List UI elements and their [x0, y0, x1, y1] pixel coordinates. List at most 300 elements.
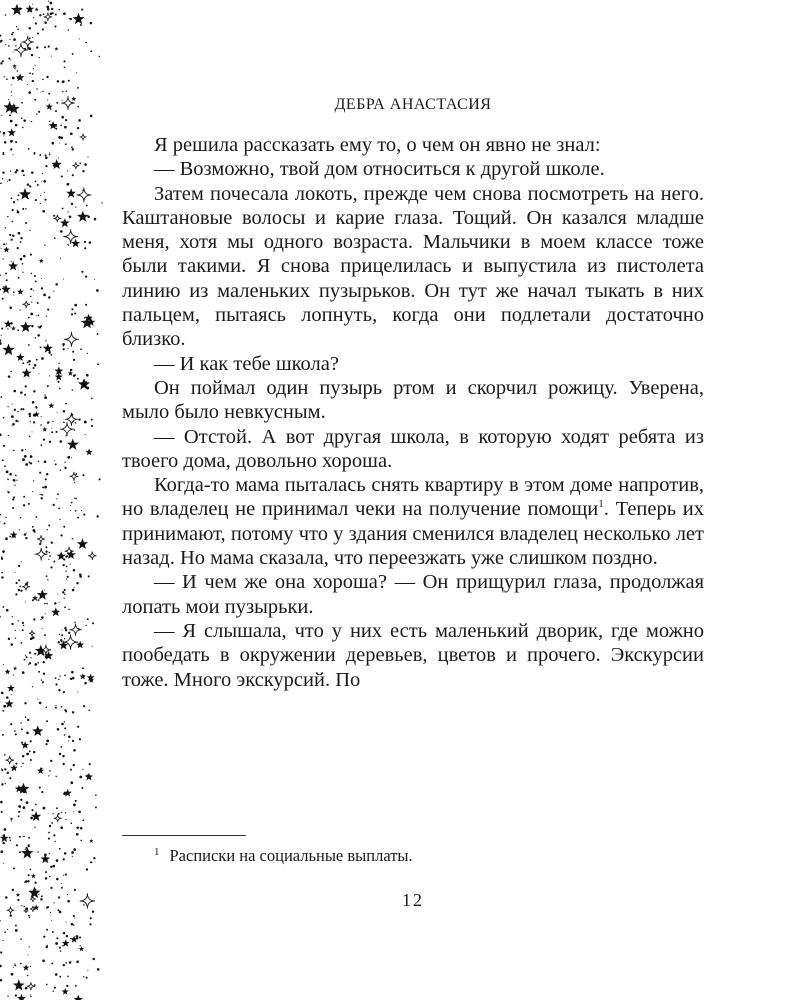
- speckle-dot: [68, 632, 70, 634]
- speckle-dot: [15, 171, 17, 173]
- speckle-dot: [55, 110, 57, 112]
- speckle-dot: [12, 235, 14, 237]
- star-icon: [1, 284, 11, 293]
- speckle-dot: [32, 526, 34, 528]
- speckle-dot: [6, 78, 8, 80]
- speckle-dot: [56, 102, 58, 104]
- speckle-dot: [0, 274, 1, 276]
- speckle-dot: [14, 68, 15, 69]
- speckle-dot: [44, 590, 45, 591]
- speckle-dot: [60, 950, 62, 952]
- speckle-dot: [93, 857, 95, 859]
- speckle-dot: [26, 533, 27, 534]
- star-icon: [81, 317, 93, 329]
- speckle-dot: [24, 394, 26, 396]
- speckle-dot: [45, 156, 48, 159]
- speckle-dot: [13, 390, 16, 393]
- speckle-dot: [3, 705, 6, 708]
- speckle-dot: [36, 359, 38, 361]
- speckle-dot: [36, 46, 38, 48]
- speckle-dot: [9, 114, 11, 116]
- speckle-dot: [81, 787, 83, 789]
- speckle-dot: [54, 25, 56, 27]
- speckle-dot: [23, 408, 25, 410]
- speckle-dot: [21, 102, 23, 104]
- speckle-dot: [11, 239, 13, 241]
- speckle-dot: [92, 646, 93, 647]
- speckle-dot: [73, 569, 76, 572]
- speckle-dot: [22, 272, 23, 273]
- speckle-dot: [70, 781, 73, 784]
- speckle-dot: [34, 99, 36, 101]
- speckle-dot: [60, 534, 62, 536]
- speckle-dot: [86, 42, 87, 43]
- speckle-dot: [90, 917, 92, 919]
- star-icon: [76, 826, 80, 830]
- speckle-dot: [64, 467, 66, 469]
- speckle-dot: [63, 964, 65, 966]
- star-icon: [71, 96, 76, 101]
- speckle-dot: [68, 29, 70, 31]
- speckle-dot: [35, 407, 37, 409]
- speckle-dot: [0, 979, 2, 982]
- speckle-dot: [10, 840, 12, 842]
- speckle-dot: [3, 135, 4, 136]
- star-icon: [80, 673, 86, 679]
- speckle-dot: [15, 141, 17, 143]
- speckle-dot: [24, 455, 27, 458]
- speckle-dot: [63, 858, 65, 860]
- speckle-dot: [1, 768, 2, 769]
- speckle-dot: [70, 132, 73, 135]
- speckle-dot: [21, 561, 22, 562]
- speckle-dot: [2, 710, 4, 712]
- speckle-dot: [44, 634, 46, 636]
- speckle-dot: [2, 60, 4, 62]
- speckle-dot: [11, 643, 14, 646]
- speckle-dot: [23, 806, 26, 809]
- speckle-dot: [32, 37, 33, 38]
- speckle-dot: [77, 106, 79, 108]
- speckle-dot: [27, 361, 29, 363]
- speckle-dot: [59, 519, 60, 520]
- speckle-dot: [19, 836, 21, 838]
- speckle-dot: [31, 325, 33, 327]
- speckle-dot: [8, 58, 10, 60]
- speckle-dot: [7, 328, 8, 329]
- sparkle-icon: [27, 982, 35, 990]
- speckle-dot: [86, 205, 88, 207]
- speckle-dot: [32, 491, 33, 492]
- speckle-dot: [60, 440, 63, 443]
- speckle-dot: [6, 696, 9, 699]
- speckle-dot: [62, 80, 64, 82]
- star-icon: [7, 128, 16, 136]
- speckle-dot: [18, 194, 20, 196]
- speckle-dot: [75, 800, 77, 802]
- speckle-dot: [0, 951, 2, 953]
- speckle-dot: [72, 148, 74, 150]
- speckle-dot: [39, 702, 42, 705]
- speckle-dot: [45, 743, 47, 745]
- speckle-dot: [19, 529, 20, 530]
- speckle-dot: [87, 970, 88, 971]
- speckle-dot: [63, 932, 66, 935]
- speckle-dot: [62, 100, 63, 101]
- speckle-dot: [20, 517, 21, 518]
- speckle-dot: [64, 589, 66, 591]
- speckle-dot: [29, 750, 31, 752]
- speckle-dot: [25, 385, 27, 387]
- speckle-dot: [11, 820, 12, 821]
- star-icon: [20, 321, 32, 332]
- speckle-dot: [74, 313, 76, 315]
- speckle-dot: [9, 39, 10, 40]
- speckle-dot: [74, 587, 75, 588]
- speckle-dot: [7, 479, 9, 481]
- speckle-dot: [44, 46, 46, 48]
- speckle-dot: [73, 848, 76, 851]
- sparkle-icon: [22, 36, 34, 48]
- speckle-dot: [39, 543, 41, 545]
- speckle-dot: [3, 76, 4, 77]
- speckle-dot: [7, 216, 8, 217]
- speckle-dot: [0, 850, 3, 853]
- speckle-dot: [12, 404, 13, 405]
- sparkle-icon: [80, 134, 87, 141]
- speckle-dot: [0, 35, 1, 37]
- speckle-dot: [30, 637, 33, 640]
- speckle-dot: [87, 618, 89, 620]
- speckle-dot: [13, 38, 16, 41]
- speckle-dot: [37, 851, 39, 853]
- speckle-dot: [68, 736, 71, 739]
- speckle-dot: [33, 751, 35, 753]
- speckle-dot: [42, 173, 43, 174]
- speckle-dot: [0, 342, 2, 345]
- star-icon: [55, 373, 63, 381]
- speckle-dot: [20, 258, 23, 261]
- star-icon: [86, 448, 93, 455]
- speckle-dot: [70, 769, 72, 771]
- speckle-dot: [65, 812, 66, 813]
- speckle-dot: [52, 813, 53, 814]
- star-border-decoration: [0, 0, 108, 1000]
- speckle-dot: [58, 896, 60, 898]
- speckle-dot: [8, 375, 11, 378]
- speckle-dot: [66, 90, 68, 92]
- speckle-dot: [89, 923, 91, 925]
- speckle-dot: [80, 827, 83, 830]
- star-icon: [12, 64, 16, 68]
- speckle-dot: [30, 254, 32, 256]
- speckle-dot: [50, 912, 51, 913]
- speckle-dot: [5, 14, 7, 16]
- speckle-dot: [74, 498, 75, 499]
- speckle-dot: [64, 462, 65, 463]
- speckle-dot: [46, 946, 48, 948]
- speckle-dot: [2, 734, 4, 736]
- speckle-dot: [6, 279, 8, 281]
- speckle-dot: [63, 410, 66, 413]
- speckle-dot: [52, 931, 54, 933]
- paragraph: Я решила рассказать ему то, о чем он явно не знал:: [154, 134, 601, 156]
- speckle-dot: [29, 230, 30, 231]
- speckle-dot: [59, 602, 60, 603]
- speckle-dot: [22, 458, 25, 461]
- speckle-dot: [21, 905, 22, 906]
- speckle-dot: [10, 120, 13, 123]
- sparkle-icon: [5, 756, 14, 765]
- speckle-dot: [50, 12, 53, 15]
- speckle-dot: [59, 676, 60, 677]
- speckle-dot: [14, 485, 15, 486]
- star-icon: [43, 343, 53, 353]
- speckle-dot: [62, 91, 63, 92]
- speckle-dot: [46, 6, 49, 9]
- speckle-dot: [71, 308, 73, 310]
- speckle-dot: [64, 721, 65, 722]
- speckle-dot: [55, 776, 56, 777]
- paragraph: [122, 473, 704, 570]
- speckle-dot: [20, 799, 22, 801]
- speckle-dot: [33, 618, 35, 620]
- speckle-dot: [46, 315, 47, 316]
- speckle-dot: [17, 329, 19, 331]
- speckle-dot: [90, 861, 92, 863]
- speckle-dot: [23, 496, 25, 498]
- speckle-dot: [4, 768, 6, 770]
- speckle-dot: [35, 181, 37, 183]
- sparkle-icon: [69, 624, 81, 636]
- speckle-dot: [79, 776, 82, 779]
- star-icon: [10, 764, 18, 771]
- speckle-dot: [75, 510, 77, 512]
- speckle-dot: [58, 508, 60, 510]
- speckle-dot: [50, 887, 52, 889]
- speckle-dot: [45, 154, 47, 156]
- sparkle-icon: [22, 583, 30, 591]
- star-icon: [71, 239, 80, 248]
- speckle-dot: [12, 498, 14, 500]
- speckle-dot: [65, 874, 67, 876]
- speckle-dot: [52, 865, 55, 868]
- star-icon: [16, 73, 25, 81]
- speckle-dot: [67, 170, 68, 171]
- speckle-dot: [78, 810, 81, 813]
- speckle-dot: [55, 14, 57, 16]
- speckle-dot: [51, 920, 52, 921]
- speckle-dot: [95, 806, 97, 808]
- speckle-dot: [10, 914, 12, 916]
- speckle-dot: [33, 17, 34, 18]
- speckle-dot: [45, 546, 47, 548]
- speckle-dot: [11, 261, 12, 262]
- speckle-dot: [58, 9, 60, 11]
- speckle-dot: [45, 877, 48, 880]
- speckle-dot: [12, 32, 14, 34]
- speckle-dot: [39, 57, 40, 58]
- star-icon: [16, 893, 21, 897]
- speckle-dot: [0, 616, 1, 617]
- speckle-dot: [2, 172, 4, 174]
- speckle-dot: [29, 916, 31, 918]
- text-body: [122, 133, 704, 692]
- speckle-dot: [27, 844, 29, 846]
- speckle-dot: [53, 504, 55, 506]
- speckle-dot: [86, 977, 88, 979]
- speckle-dot: [46, 76, 48, 78]
- speckle-dot: [13, 52, 14, 53]
- speckle-dot: [16, 480, 17, 481]
- speckle-dot: [14, 963, 15, 964]
- speckle-dot: [44, 396, 47, 399]
- speckle-dot: [54, 902, 55, 903]
- speckle-dot: [61, 629, 62, 630]
- speckle-dot: [79, 38, 80, 39]
- speckle-dot: [74, 917, 75, 918]
- speckle-dot: [48, 838, 50, 840]
- speckle-dot: [66, 578, 67, 579]
- speckle-dot: [1, 248, 2, 249]
- speckle-dot: [72, 740, 74, 742]
- star-icon: [5, 669, 11, 675]
- speckle-dot: [41, 416, 42, 417]
- speckle-dot: [11, 973, 14, 976]
- speckle-dot: [43, 180, 46, 183]
- star-icon: [3, 246, 9, 252]
- speckle-dot: [86, 868, 88, 870]
- speckle-dot: [41, 497, 43, 499]
- speckle-dot: [55, 942, 58, 945]
- speckle-dot: [36, 113, 37, 114]
- speckle-dot: [55, 705, 56, 706]
- speckle-dot: [59, 848, 61, 850]
- footnote-reference[interactable]: 1: [598, 498, 604, 511]
- star-icon: [5, 699, 14, 707]
- star-icon: [68, 371, 74, 376]
- speckle-dot: [57, 381, 59, 383]
- speckle-dot: [72, 389, 74, 391]
- speckle-dot: [13, 967, 14, 968]
- speckle-dot: [67, 976, 69, 978]
- speckle-dot: [9, 536, 11, 538]
- speckle-dot: [51, 427, 52, 428]
- speckle-dot: [16, 169, 19, 172]
- speckle-dot: [68, 740, 69, 741]
- speckle-dot: [3, 842, 5, 844]
- speckle-dot: [99, 478, 101, 480]
- speckle-dot: [62, 755, 64, 757]
- speckle-dot: [9, 473, 12, 476]
- speckle-dot: [64, 734, 66, 736]
- speckle-dot: [12, 77, 15, 80]
- star-icon: [46, 421, 50, 425]
- speckle-dot: [13, 291, 15, 293]
- speckle-dot: [1, 692, 4, 695]
- speckle-dot: [12, 209, 14, 211]
- speckle-dot: [30, 996, 31, 997]
- speckle-dot: [7, 181, 8, 182]
- speckle-dot: [11, 694, 12, 695]
- speckle-dot: [28, 503, 30, 505]
- speckle-dot: [11, 623, 13, 625]
- speckle-dot: [78, 119, 81, 122]
- speckle-dot: [42, 682, 43, 683]
- speckle-dot: [0, 40, 2, 42]
- speckle-dot: [86, 374, 89, 377]
- speckle-dot: [5, 537, 8, 540]
- speckle-dot: [56, 807, 58, 809]
- speckle-dot: [42, 486, 44, 488]
- star-icon: [19, 188, 31, 200]
- speckle-dot: [65, 819, 66, 820]
- speckle-dot: [97, 968, 100, 971]
- speckle-dot: [81, 271, 83, 273]
- speckle-dot: [39, 154, 41, 156]
- speckle-dot: [49, 770, 51, 772]
- speckle-dot: [48, 775, 49, 776]
- speckle-dot: [58, 909, 60, 911]
- speckle-dot: [23, 625, 25, 627]
- speckle-dot: [4, 828, 7, 831]
- speckle-dot: [33, 421, 35, 423]
- footnote: [154, 846, 694, 866]
- speckle-dot: [15, 593, 17, 595]
- speckle-dot: [64, 66, 66, 68]
- speckle-dot: [30, 740, 32, 742]
- speckle-dot: [17, 199, 19, 201]
- speckle-dot: [91, 419, 93, 421]
- speckle-dot: [76, 833, 79, 836]
- star-icon: [85, 773, 93, 781]
- speckle-dot: [77, 691, 78, 692]
- speckle-dot: [64, 627, 66, 629]
- speckle-dot: [35, 22, 37, 24]
- speckle-dot: [30, 657, 31, 658]
- speckle-dot: [14, 630, 15, 631]
- speckle-dot: [17, 411, 18, 412]
- speckle-dot: [79, 936, 81, 938]
- speckle-dot: [56, 937, 58, 939]
- speckle-dot: [46, 603, 48, 605]
- speckle-dot: [55, 707, 57, 709]
- speckle-dot: [79, 163, 81, 165]
- speckle-dot: [15, 763, 17, 765]
- speckle-dot: [18, 232, 21, 235]
- speckle-dot: [29, 652, 31, 654]
- speckle-dot: [29, 662, 31, 664]
- speckle-dot: [1, 783, 3, 785]
- speckle-dot: [18, 811, 20, 813]
- speckle-dot: [54, 460, 55, 461]
- speckle-dot: [59, 911, 62, 914]
- speckle-dot: [30, 966, 31, 967]
- speckle-dot: [40, 444, 42, 446]
- speckle-dot: [33, 529, 36, 532]
- speckle-dot: [21, 449, 23, 451]
- speckle-dot: [44, 603, 45, 604]
- speckle-dot: [72, 53, 74, 55]
- speckle-dot: [74, 429, 75, 430]
- sparkle-icon: [64, 332, 79, 347]
- speckle-dot: [28, 344, 30, 346]
- speckle-dot: [43, 661, 45, 663]
- speckle-dot: [8, 491, 10, 493]
- speckle-dot: [91, 425, 93, 427]
- star-icon: [64, 789, 72, 797]
- speckle-dot: [40, 325, 42, 327]
